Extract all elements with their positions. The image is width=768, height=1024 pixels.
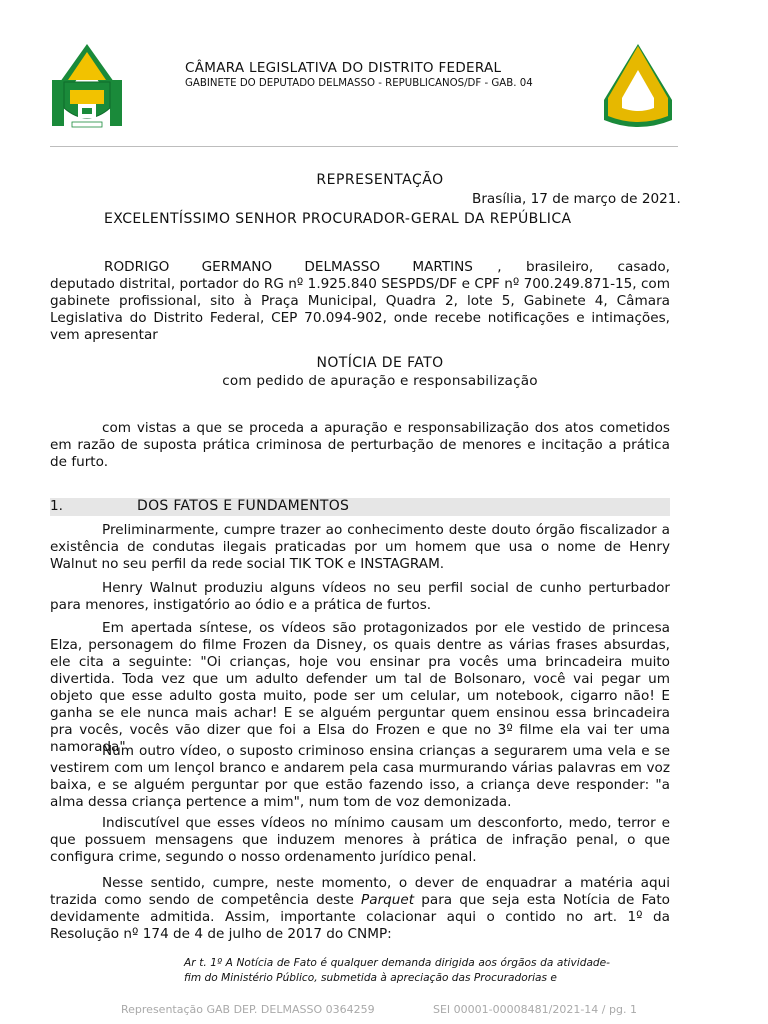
addressee: EXCELENTÍSSIMO SENHOR PROCURADOR-GERAL DA REPÚBLICA	[104, 211, 572, 227]
paragraph-outro-video: Num outro vídeo, o suposto criminoso ensina crianças a segurarem uma vela e se vestirem com um lençol branco e andarem pela casa murmurando várias palavras em voz baixa, e se alguém perguntar por que estão fazendo isso, a criança deve responder: "a alma dessa criança pertence a mim", num tom de voz demonizada.	[50, 743, 670, 810]
df-coat-of-arms-logo	[44, 42, 130, 130]
header-subtitle: GABINETE DO DEPUTADO DELMASSO - REPUBLICANOS/DF - GAB. 04	[185, 78, 533, 89]
header-divider	[50, 146, 678, 147]
footer-left: Representação GAB DEP. DELMASSO 0364259	[121, 1003, 375, 1016]
representative-name: RODRIGO GERMANO DELMASSO MARTINS	[104, 259, 473, 275]
legal-quote: Ar t. 1º A Notícia de Fato é qualquer demanda dirigida aos órgãos da atividade-fim do Ministério Público, submetida à apreciação das Procuradorias e	[184, 957, 610, 984]
paragraph-preliminarmente: Preliminarmente, cumpre trazer ao conhecimento deste douto órgão fiscalizador a existência de condutas ilegais praticadas por um homem que usa o nome de Henry Walnut no seu perfil da rede social TIK TOK e INSTAGRAM.	[50, 522, 670, 572]
intro-line1-rest: , brasileiro, casado,	[497, 259, 670, 275]
parquet-term: Parquet	[361, 892, 415, 908]
intro-paragraph-rest: deputado distrital, portador do RG nº 1.925.840 SESPDS/DF e CPF nº 700.249.871-15, com gabinete profissional, sito à Praça Municipal, Quadra 2, lote 5, Gabinete 4, Câmara Legislativa do Distrito Federal, CEP 70.094-902, onde recebe notificações e intimações, vem apresentar	[50, 276, 670, 343]
paragraph-nesse-sentido	[50, 875, 670, 943]
cldf-emblem-logo	[598, 42, 678, 134]
p6-text-a: Nesse sentido, cumpre, neste momento, o dever de enquadrar a matéria aqui trazida como sendo de competência deste	[50, 875, 670, 908]
paragraph-indiscutivel: Indiscutível que esses vídeos no mínimo causam um desconforto, medo, terror e que possuem mensagens que induzem menores à prática de infração penal, o que configura crime, segundo o nosso ordenamento jurídico penal.	[50, 815, 670, 865]
section-title: DOS FATOS E FUNDAMENTOS	[137, 498, 350, 514]
section-heading-bar	[50, 498, 670, 516]
document-heading: REPRESENTAÇÃO	[316, 172, 444, 188]
notice-title: NOTÍCIA DE FATO	[316, 355, 444, 371]
section-number: 1.	[50, 498, 63, 514]
p6-text-b: para que seja esta Notícia de Fato devidamente admitida. Assim, importante colacionar aqui o contido no art. 1º da Resolução nº 174 de 4 de julho de 2017 do CNMP:	[50, 892, 671, 942]
notice-subtitle: com pedido de apuração e responsabilização	[222, 373, 538, 389]
header-title: CÂMARA LEGISLATIVA DO DISTRITO FEDERAL	[185, 60, 502, 76]
paragraph-sintese: Em apertada síntese, os vídeos são protagonizados por ele vestido de princesa Elza, personagem do filme Frozen da Disney, os quais dentre as várias frases absurdas, ele cita a seguinte: "Oi crianças, hoje vou ensinar pra vocês uma brincadeira muito divertida. Toda vez que um adulto defender um tal de Bolsonaro, você vai pegar um objeto que esse adulto gosta muito, pode ser um celular, um notebook, cigarro não! E ganha se ele nunca mais achar! E se alguém perguntar quem ensinou essa brincadeira pra vocês, vocês vão dizer que foi a Elsa do Frozen e que no 3º filme ela vai ter uma namorada".	[50, 620, 670, 755]
intro-line-1	[104, 259, 670, 276]
paragraph-henry-walnut: Henry Walnut produziu alguns vídeos no seu perfil social de cunho perturbador para menores, instigatório ao ódio e a prática de furtos.	[50, 580, 670, 613]
paragraph-vistas: com vistas a que se proceda a apuração e responsabilização dos atos cometidos em razão de suposta prática criminosa de perturbação de menores e incitação a prática de furto.	[50, 420, 670, 470]
footer-right: SEI 00001-00008481/2021-14 / pg. 1	[433, 1003, 637, 1016]
document-date: Brasília, 17 de março de 2021.	[472, 191, 681, 207]
